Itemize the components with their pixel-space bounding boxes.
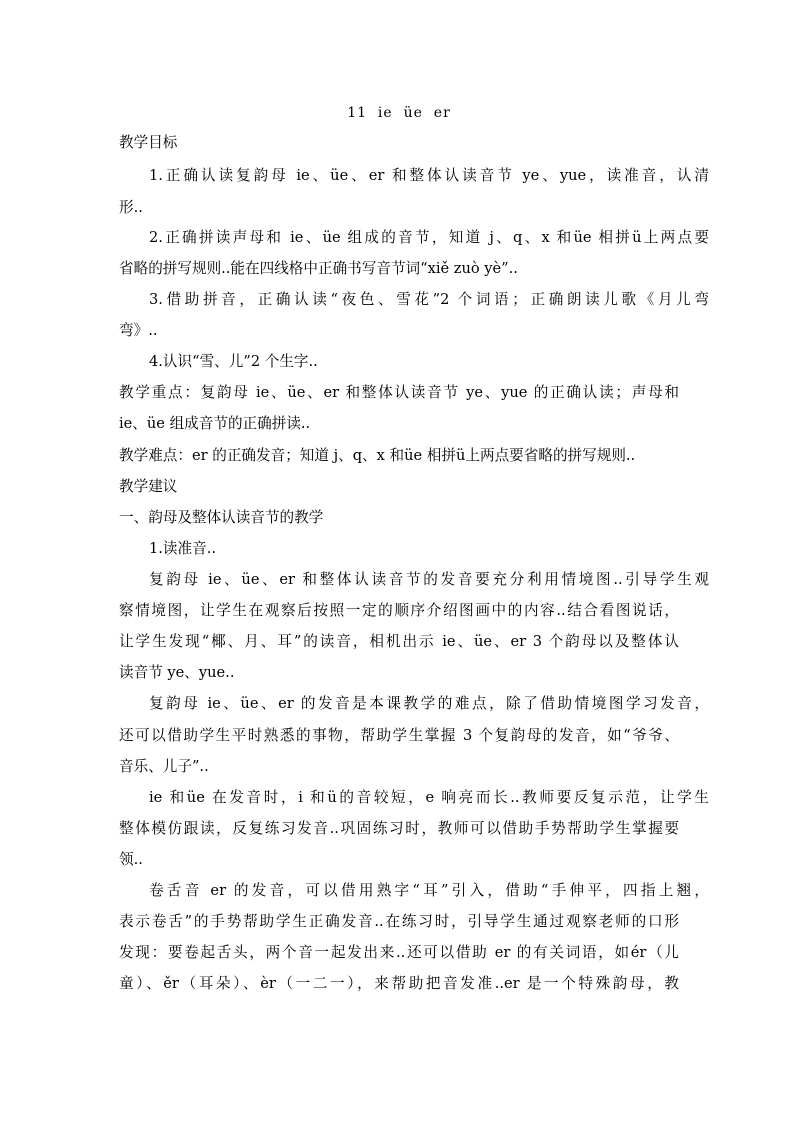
paragraph-line: 3.借助拼音，正确认读“夜色、雪花”2 个词语；正确朗读儿歌《月儿弯 bbox=[149, 291, 709, 308]
paragraph-line: 复韵母 ie、üe、er 的发音是本课教学的难点，除了借助情境图学习发音， bbox=[149, 695, 709, 712]
paragraph-line: 领.. bbox=[119, 851, 143, 868]
paragraph-line: 音乐、儿子”.. bbox=[119, 758, 209, 775]
paragraph-line: 童）、ěr（耳朵）、èr（一二一），来帮助把音发准..er 是一个特殊韵母，教 bbox=[119, 975, 679, 992]
paragraph-line: 察情境图，让学生在观察后按照一定的顺序介绍图画中的内容..结合看图说话， bbox=[119, 602, 679, 619]
subsection-heading: 一、韵母及整体认读音节的教学 bbox=[119, 509, 324, 526]
paragraph-line: 整体模仿跟读，反复练习发音..巩固练习时，教师可以借助手势帮助学生掌握要 bbox=[119, 820, 679, 837]
paragraph-line: 2.正确拼读声母和 ie、üe 组成的音节，知道 j、q、x 和üe 相拼ü上两点要 bbox=[149, 229, 709, 246]
paragraph-line: 1.正确认读复韵母 ie、üe、er 和整体认读音节 ye、yue，读准音，认清 bbox=[149, 167, 709, 184]
paragraph-line: 让学生发现“椰、月、耳”的读音，相机出示 ie、üe、er 3 个韵母以及整体认 bbox=[119, 633, 679, 650]
key-points-line: 教学重点：复韵母 ie、üe、er 和整体认读音节 ye、yue 的正确认读；声母和 bbox=[119, 384, 679, 401]
paragraph-line: 形.. bbox=[119, 199, 143, 216]
paragraph-line: 弯》.. bbox=[119, 322, 158, 339]
paragraph-line: 读音节 ye、yue.. bbox=[119, 664, 235, 681]
section-heading-suggestions: 教学建议 bbox=[119, 478, 178, 495]
paragraph-line: ie 和üe 在发音时，i 和ü的音较短，e 响亮而长..教师要反复示范，让学生 bbox=[149, 789, 709, 806]
paragraph-line: 卷舌音 er 的发音，可以借用熟字“耳”引入，借助“手伸平，四指上翘， bbox=[149, 882, 709, 899]
key-points-line: ie、üe 组成音节的正确拼读.. bbox=[119, 415, 311, 432]
section-heading-objectives: 教学目标 bbox=[119, 134, 178, 151]
subsection-heading: 1.读准音.. bbox=[149, 540, 216, 557]
paragraph-line: 还可以借助学生平时熟悉的事物，帮助学生掌握 3 个复韵母的发音，如“爷爷、 bbox=[119, 727, 679, 744]
lesson-title: 11 ie üe er bbox=[347, 105, 451, 121]
paragraph-line: 表示卷舌”的手势帮助学生正确发音..在练习时，引导学生通过观察老师的口形 bbox=[119, 913, 679, 930]
paragraph-line: 发现：要卷起舌头，两个音一起发出来..还可以借助 er 的有关词语，如ér（儿 bbox=[119, 944, 679, 961]
paragraph-line: 省略的拼写规则..能在四线格中正确书写音节词“xiě zuò yè”.. bbox=[119, 260, 518, 277]
paragraph-line: 4.认识“雪、儿”2 个生字.. bbox=[149, 353, 318, 370]
paragraph-line: 复韵母 ie、üe、er 和整体认读音节的发音要充分利用情境图..引导学生观 bbox=[149, 571, 709, 588]
difficulties-line: 教学难点：er 的正确发音；知道 j、q、x 和üe 相拼ü上两点要省略的拼写规则.. bbox=[119, 447, 636, 464]
